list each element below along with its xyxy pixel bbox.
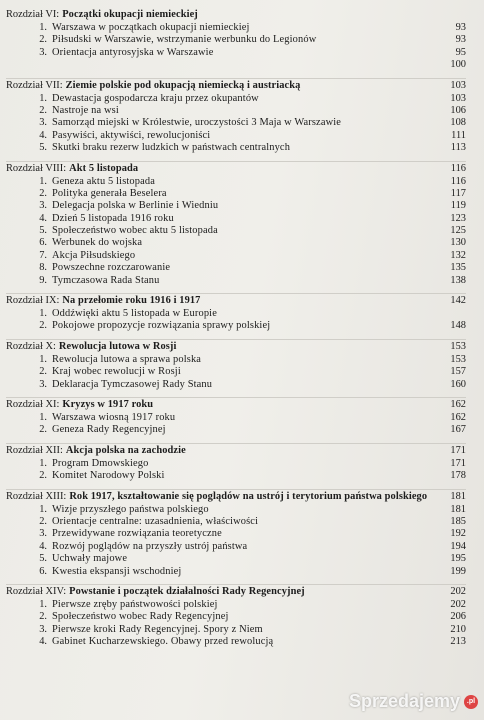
entry-title: Pokojowe propozycje rozwiązania sprawy polskiej [52,320,271,332]
entry-number: 7. [39,249,47,261]
chapter-title: Początki okupacji niemieckiej [62,9,198,20]
toc-entry [36,59,466,71]
chapter-page-number: 202 [450,585,466,597]
chapter-section [6,78,466,161]
watermark-logo [349,691,478,712]
chapter-title: Akcja polska na zachodzie [65,444,186,456]
chapter-section [6,161,466,294]
chapter-page-number: 116 [450,162,466,174]
entry-number: 8. [39,262,47,274]
entry-number: 3. [39,378,47,390]
entry-title: Warszawa wiosną 1917 roku [52,411,176,423]
toc-entry [36,516,466,528]
toc-entry [36,47,466,59]
toc-entry [36,93,466,105]
chapter-label: Rozdział VIII: [6,162,67,174]
toc-entry [36,366,466,378]
entry-page-number: 194 [450,540,466,552]
entry-number: 1. [39,411,47,423]
entry-page-number: 116 [450,175,466,187]
entry-page-number: 106 [450,104,466,116]
entry-title: Delegacja polska w Berlinie i Wiedniu [52,200,219,212]
entry-title: Program Dmowskiego [52,457,149,469]
chapter-section [6,397,466,443]
entry-title: Dzień 5 listopada 1916 roku [52,212,174,224]
entry-page-number: 206 [450,611,466,623]
entry-title: Warszawa w początkach okupacji niemieckiej [52,22,250,33]
entry-number: 1. [39,175,47,187]
toc-entry [36,262,466,274]
entry-title: Pasywiści, aktywiści, rewolucjoniści [52,129,211,141]
entry-page-number: 100 [450,59,466,71]
entry-page-number: 123 [450,212,466,224]
entry-number: 3. [39,623,47,635]
entry-page-number: 95 [455,46,466,58]
toc-entry [36,528,466,540]
entry-number: 4. [39,540,47,552]
toc-entry [36,379,466,391]
entry-title: Społeczeństwo wobec aktu 5 listopada [52,225,218,237]
toc-entry [36,275,466,287]
table-of-contents [6,8,466,654]
chapter-title: Rok 1917, kształtowanie się poglądów na ustrój i terytorium państwa polskiego [69,490,428,502]
chapter-label: Rozdział XIV: [6,585,67,597]
toc-entry [36,611,466,623]
chapter-heading [6,79,466,93]
entry-title: Deklaracja Tymczasowej Rady Stanu [52,378,213,390]
entry-page-number: 162 [450,411,466,423]
entry-number: 9. [39,274,47,286]
entry-number: 2. [39,470,47,482]
chapter-page-number: 171 [450,444,466,456]
chapter-label: Rozdział VII: [6,79,63,91]
toc-entry [36,566,466,578]
entry-page-number: 117 [450,187,466,199]
entry-page-number: 167 [450,424,466,436]
chapter-title: Na przełomie roku 1916 i 1917 [62,295,201,307]
toc-entry [36,188,466,200]
entry-number: 2. [39,320,47,332]
chapter-section [6,443,466,489]
entry-title: Dewastacja gospodarcza kraju przez okupantów [52,92,259,104]
entry-title: Polityka generała Beselera [52,187,167,199]
chapter-title: Powstanie i początek działalności Rady Regencyjnej [69,585,305,597]
entry-title: Przewidywane rozwiązania teoretyczne [52,528,222,540]
entry-number: 1. [39,22,47,33]
entry-page-number: 132 [450,249,466,261]
toc-entry [36,424,466,436]
entry-title: Geneza aktu 5 listopada [52,175,155,187]
entry-page-number: 192 [450,528,466,540]
entry-number: 3. [39,46,47,58]
entry-page-number: 135 [450,262,466,274]
chapter-label: Rozdział XIII: [6,490,67,502]
entry-page-number: 119 [450,200,466,212]
toc-entry [36,176,466,188]
chapter-label: Rozdział VI: [6,9,60,20]
toc-entry [36,130,466,142]
entry-page-number: 93 [455,22,466,33]
toc-entry [36,225,466,237]
entry-page-number: 111 [451,129,466,141]
watermark-badge: .pl [464,695,478,709]
entry-number: 3. [39,528,47,540]
entry-title: Komitet Narodowy Polski [52,470,165,482]
chapter-label: Rozdział X: [6,340,56,352]
entry-title: Akcja Piłsudskiego [52,249,136,261]
entry-title: Piłsudski w Warszawie, wstrzymanie werbunku do Legionów [52,34,317,46]
chapter-title: Rewolucja lutowa w Rosji [58,340,177,352]
entry-number: 3. [39,117,47,129]
entry-number: 4. [39,636,47,648]
entry-number: 1. [39,308,47,320]
entry-title: Uchwały majowe [52,553,128,565]
toc-entry [36,213,466,225]
chapter-heading [6,490,466,504]
toc-entry [36,34,466,46]
entry-title: Gabinet Kucharzewskiego. Obawy przed rewolucją [52,636,274,648]
toc-entry [36,142,466,154]
entry-title: Werbunek do wojska [52,237,143,249]
entry-page-number: 210 [450,623,466,635]
chapter-heading [6,398,466,412]
entry-number: 2. [39,515,47,527]
entry-title: Społeczeństwo wobec Rady Regencyjnej [52,611,229,623]
chapter-section [6,293,466,339]
entry-title: Pierwsze zręby państwowości polskiej [52,598,218,610]
chapter-page-number: 103 [450,79,466,91]
entry-page-number: 125 [450,225,466,237]
entry-number: 2. [39,366,47,378]
chapter-section [6,339,466,397]
toc-entry [36,237,466,249]
entry-title: Powszechne rozczarowanie [52,262,171,274]
toc-entry [36,412,466,424]
entry-title: Orientacja antyrosyjska w Warszawie [52,46,214,58]
toc-entry [36,117,466,129]
entry-title: Kraj wobec rewolucji w Rosji [52,366,181,378]
chapter-heading [6,340,466,354]
entry-page-number: 148 [450,320,466,332]
toc-entry [36,553,466,565]
chapter-heading [6,585,466,599]
entry-number: 5. [39,142,47,154]
toc-entry [36,250,466,262]
entry-page-number: 178 [450,470,466,482]
entry-page-number: 202 [450,598,466,610]
toc-entry [36,320,466,332]
entry-number: 2. [39,34,47,46]
entry-page-number: 181 [450,503,466,515]
chapter-heading [6,162,466,176]
chapter-label: Rozdział XII: [6,444,63,456]
chapter-heading [6,444,466,458]
entry-title: Wizje przyszłego państwa polskiego [52,503,209,515]
entry-page-number: 93 [455,34,466,46]
toc-entry [36,599,466,611]
entry-number: 3. [39,200,47,212]
chapter-page-number: 162 [450,398,466,410]
entry-number: 5. [39,553,47,565]
toc-entry [36,354,466,366]
chapter-page-number: 181 [450,490,466,502]
chapter-section [6,584,466,655]
entry-page-number: 138 [450,274,466,286]
entry-number: 1. [39,598,47,610]
entry-number: 1. [39,92,47,104]
entry-title: Oddźwięki aktu 5 listopada w Europie [52,308,217,320]
entry-title: Geneza Rady Regencyjnej [52,424,166,436]
entry-number: 6. [39,565,47,577]
entry-page-number: 130 [450,237,466,249]
entry-number: 2. [39,424,47,436]
chapter-heading [6,294,466,308]
toc-entry [36,22,466,34]
entry-title: Rozwój poglądów na przyszły ustrój państwa [52,540,248,552]
chapter-title: Ziemie polskie pod okupacją niemiecką i austriacką [65,79,301,91]
toc-entry [36,470,466,482]
entry-number: 6. [39,237,47,249]
entry-page-number: 160 [450,378,466,390]
entry-page-number: 153 [450,353,466,365]
entry-page-number: 113 [450,142,466,154]
toc-entry [36,624,466,636]
entry-page-number: 108 [450,117,466,129]
entry-title: Skutki braku rezerw ludzkich w państwach centralnych [52,142,291,154]
entry-page-number: 213 [450,636,466,648]
chapter-title: Akt 5 listopada [69,162,139,174]
toc-entry [36,504,466,516]
chapter-section [6,8,466,78]
chapter-heading [6,8,466,22]
entry-number: 2. [39,187,47,199]
entry-number: 5. [39,225,47,237]
chapter-page-number: 153 [450,340,466,352]
toc-entry [36,308,466,320]
entry-page-number: 199 [450,565,466,577]
entry-page-number: 171 [450,457,466,469]
entry-page-number: 157 [450,366,466,378]
entry-number: 2. [39,611,47,623]
chapter-title: Kryzys w 1917 roku [62,398,154,410]
chapter-page-number: 142 [450,295,466,307]
entry-title: Nastroje na wsi [52,104,119,116]
entry-title: Pierwsze kroki Rady Regencyjnej. Spory z Niem [52,623,263,635]
toc-entry [36,200,466,212]
entry-page-number: 185 [450,515,466,527]
toc-entry [36,636,466,648]
entry-number: 1. [39,457,47,469]
chapter-section [6,489,466,584]
entry-title: Kwestia ekspansji wschodniej [52,565,182,577]
entry-title: Tymczasowa Rada Stanu [52,274,160,286]
entry-number: 4. [39,212,47,224]
chapter-label: Rozdział IX: [6,295,60,307]
entry-number: 2. [39,104,47,116]
entry-title: Rewolucja lutowa a sprawa polska [52,353,202,365]
entry-number: 1. [39,503,47,515]
entry-number: 1. [39,353,47,365]
watermark-text: Sprzedajemy [348,691,460,711]
entry-title: Samorząd miejski w Królestwie, uroczystości 3 Maja w Warszawie [52,117,342,129]
entry-page-number: 103 [450,92,466,104]
toc-entry [36,458,466,470]
toc-entry [36,541,466,553]
entry-page-number: 195 [450,553,466,565]
entry-title: Orientacje centralne: uzasadnienia, właściwości [52,515,259,527]
toc-entry [36,105,466,117]
chapter-label: Rozdział XI: [6,398,60,410]
entry-number: 4. [39,129,47,141]
